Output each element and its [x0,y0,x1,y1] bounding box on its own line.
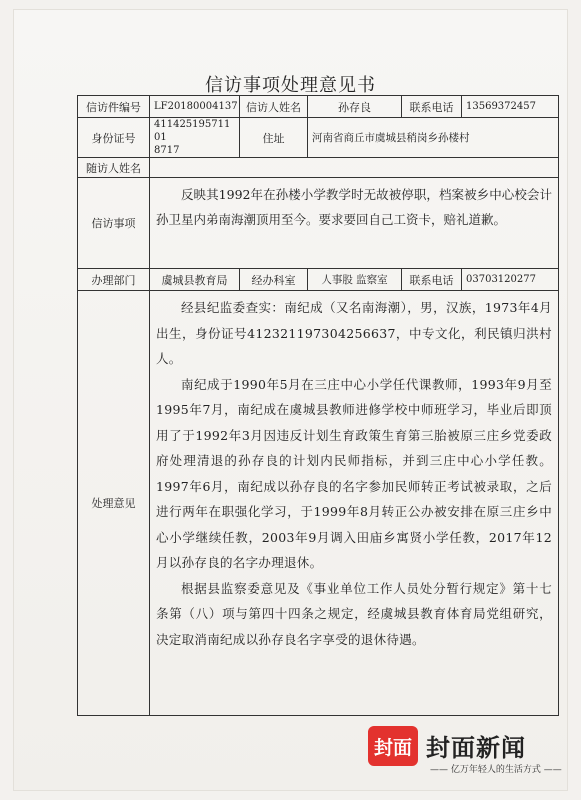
opinion-paragraph-1: 经县纪监委查实：南纪成（又名南海潮），男，汉族，1973年4月出生，身份证号412321197304256637，中专文化，利民镇归洪村人。 [156,300,552,366]
cover-news-watermark [368,722,568,782]
petition-form-table [77,95,559,716]
petition-matter-cell [150,178,559,269]
opinion-paragraph-2: 南纪成于1990年5月在三庄中心小学任代课教师，1993年9月至1995年7月，南纪成在虞城县教师进修学校中师班学习，毕业后即顶用了于1992年3月因违反计划生育政策生育第三胎被原三庄乡党委政府处理清退的孙存良的计划内民师指标，并到三庄中心小学任教。1997年6月，南纪成以孙存良的名字参加民师转正考试被录取，之后进行两年在职强化学习，于1999年8月转正公办被安排在原三庄乡中心小学继续任教，2003年9月调入田庙乡寓贤小学任教，2017年12月以孙存良的名字办理退休。 [156,376,552,570]
document-title: 信访事项处理意见书 [205,75,376,96]
label-petition-matter: 信访事项 [78,178,150,269]
label-petition-number: 信访件编号 [78,96,150,118]
handling-dept: 虞城县教育局 [150,269,240,291]
petitioner-name: 孙存良 [308,96,402,118]
companion-name [150,158,559,178]
handling-opinion-cell [150,291,559,716]
cover-news-slogan: —— 亿万年轻人的生活方式 —— [430,765,562,775]
label-companion-name: 随访人姓名 [78,158,150,178]
cover-news-logo-icon: 封面 [368,726,418,766]
label-petitioner-name: 信访人姓名 [240,96,308,118]
id-number [150,118,240,158]
petition-number: LF20180004137 [150,96,240,118]
office-phone: 03703120277 [462,269,559,291]
id-number-line2: 8717 [154,145,180,156]
label-id-number: 身份证号 [78,118,150,158]
petition-matter-text: 反映其1992年在孙楼小学教学时无故被停职，档案被乡中心校会计孙卫星内弟南海潮顶用至今。要求要回自己工资卡，赔礼道歉。 [156,187,552,227]
contact-phone: 13569372457 [462,96,559,118]
cover-news-name: 封面新闻 [426,734,526,762]
label-handling-office: 经办科室 [240,269,308,291]
address: 河南省商丘市虞城县稍岗乡孙楼村 [308,118,559,158]
label-address: 住址 [240,118,308,158]
label-handling-opinion: 处理意见 [78,291,150,716]
label-handling-dept: 办理部门 [78,269,150,291]
id-number-line1: 41142519571101 [154,119,231,143]
label-contact-phone: 联系电话 [402,96,462,118]
opinion-paragraph-3: 根据县监察委意见及《事业单位工作人员处分暂行规定》第十七条第（八）项与第四十四条之规定，经虞城县教育体育局党组研究，决定取消南纪成以孙存良名字享受的退休待遇。 [156,580,552,647]
handling-office: 人事股 监察室 [308,269,402,291]
label-office-phone: 联系电话 [402,269,462,291]
